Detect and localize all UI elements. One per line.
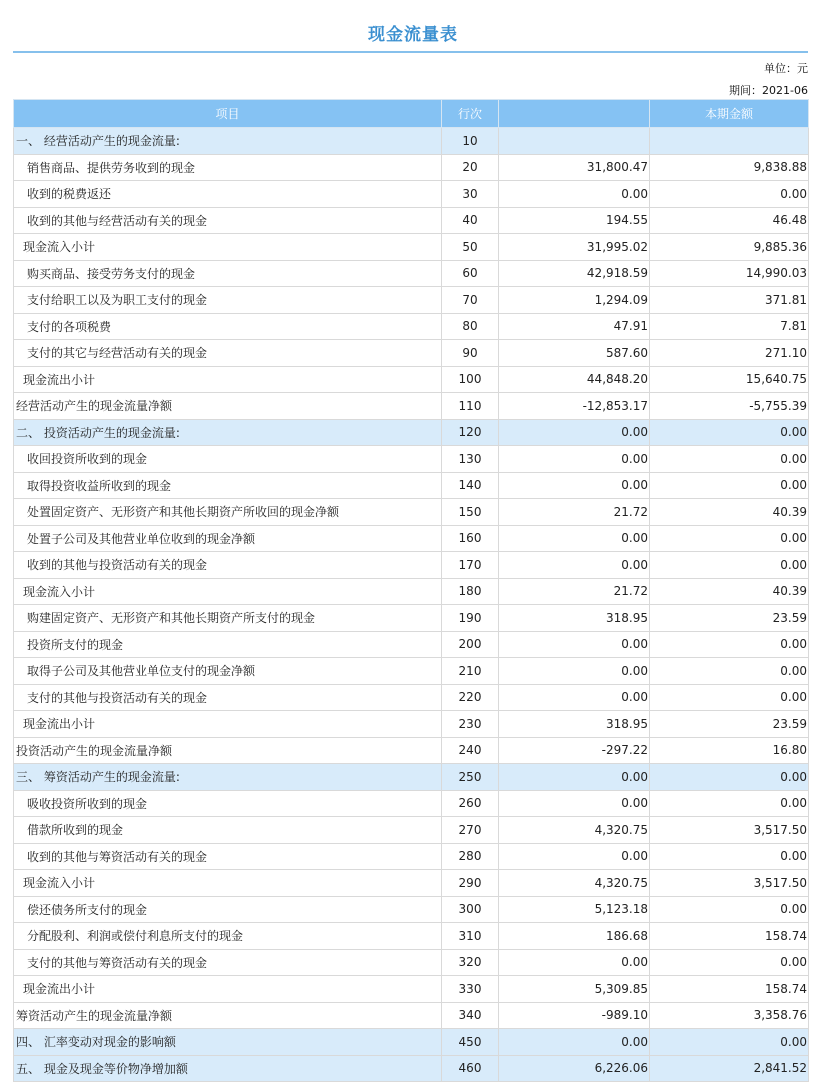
row-item-name: 经营活动产生的现金流量净额 bbox=[14, 393, 442, 420]
row-line-no: 150 bbox=[442, 499, 499, 526]
row-line-no: 230 bbox=[442, 711, 499, 738]
row-item-name: 四、 汇率变动对现金的影响额 bbox=[14, 1029, 442, 1056]
row-current-amount: 40.39 bbox=[650, 578, 809, 605]
row-amount-a: 0.00 bbox=[499, 1029, 650, 1056]
table-row bbox=[14, 923, 809, 950]
row-amount-a: 0.00 bbox=[499, 525, 650, 552]
row-amount-a: 0.00 bbox=[499, 843, 650, 870]
row-amount-a: 44,848.20 bbox=[499, 366, 650, 393]
row-line-no: 90 bbox=[442, 340, 499, 367]
table-row bbox=[14, 525, 809, 552]
table-row bbox=[14, 976, 809, 1003]
row-current-amount: -5,755.39 bbox=[650, 393, 809, 420]
row-current-amount: 0.00 bbox=[650, 181, 809, 208]
row-amount-a: 0.00 bbox=[499, 181, 650, 208]
row-current-amount: 371.81 bbox=[650, 287, 809, 314]
row-line-no: 190 bbox=[442, 605, 499, 632]
table-row bbox=[14, 684, 809, 711]
row-amount-a: 21.72 bbox=[499, 499, 650, 526]
row-line-no: 60 bbox=[442, 260, 499, 287]
row-current-amount: 158.74 bbox=[650, 976, 809, 1003]
row-current-amount: 23.59 bbox=[650, 711, 809, 738]
table-row bbox=[14, 737, 809, 764]
row-item-name: 取得子公司及其他营业单位支付的现金净额 bbox=[14, 658, 442, 685]
row-item-name: 现金流入小计 bbox=[14, 234, 442, 261]
row-amount-a: 0.00 bbox=[499, 684, 650, 711]
row-amount-a: 31,995.02 bbox=[499, 234, 650, 261]
column-header-item: 项目 bbox=[14, 100, 442, 128]
cash-flow-table bbox=[13, 99, 809, 1082]
table-row bbox=[14, 658, 809, 685]
table-row bbox=[14, 1029, 809, 1056]
row-current-amount: 0.00 bbox=[650, 446, 809, 473]
table-row bbox=[14, 419, 809, 446]
row-item-name: 支付的各项税费 bbox=[14, 313, 442, 340]
row-amount-a: 6,226.06 bbox=[499, 1055, 650, 1082]
row-amount-a: 21.72 bbox=[499, 578, 650, 605]
row-line-no: 50 bbox=[442, 234, 499, 261]
table-row bbox=[14, 181, 809, 208]
row-line-no: 20 bbox=[442, 154, 499, 181]
row-item-name: 现金流入小计 bbox=[14, 578, 442, 605]
table-row bbox=[14, 366, 809, 393]
table-row bbox=[14, 790, 809, 817]
row-current-amount: 9,885.36 bbox=[650, 234, 809, 261]
row-current-amount: 0.00 bbox=[650, 631, 809, 658]
row-amount-a: 31,800.47 bbox=[499, 154, 650, 181]
table-row bbox=[14, 340, 809, 367]
row-current-amount: 7.81 bbox=[650, 313, 809, 340]
row-line-no: 140 bbox=[442, 472, 499, 499]
title-divider bbox=[13, 51, 808, 53]
row-item-name: 支付的其它与经营活动有关的现金 bbox=[14, 340, 442, 367]
row-item-name: 处置固定资产、无形资产和其他长期资产所收回的现金净额 bbox=[14, 499, 442, 526]
report-title: 现金流量表 bbox=[368, 25, 458, 45]
row-current-amount: 0.00 bbox=[650, 1029, 809, 1056]
table-row bbox=[14, 711, 809, 738]
column-header-current-amount: 本期金额 bbox=[650, 100, 809, 128]
row-item-name: 现金流出小计 bbox=[14, 976, 442, 1003]
row-line-no: 460 bbox=[442, 1055, 499, 1082]
table-row bbox=[14, 499, 809, 526]
row-item-name: 收到的其他与经营活动有关的现金 bbox=[14, 207, 442, 234]
row-current-amount: 3,358.76 bbox=[650, 1002, 809, 1029]
row-amount-a: 0.00 bbox=[499, 552, 650, 579]
row-line-no: 70 bbox=[442, 287, 499, 314]
row-item-name: 借款所收到的现金 bbox=[14, 817, 442, 844]
row-item-name: 收到的其他与投资活动有关的现金 bbox=[14, 552, 442, 579]
table-header-row bbox=[14, 100, 809, 128]
row-item-name: 收到的其他与筹资活动有关的现金 bbox=[14, 843, 442, 870]
row-line-no: 320 bbox=[442, 949, 499, 976]
row-amount-a: 0.00 bbox=[499, 764, 650, 791]
row-amount-a: 186.68 bbox=[499, 923, 650, 950]
table-row bbox=[14, 207, 809, 234]
row-current-amount: 0.00 bbox=[650, 790, 809, 817]
row-item-name: 三、 筹资活动产生的现金流量: bbox=[14, 764, 442, 791]
table-row bbox=[14, 552, 809, 579]
table-row bbox=[14, 287, 809, 314]
table-row bbox=[14, 631, 809, 658]
row-current-amount: 0.00 bbox=[650, 949, 809, 976]
unit-label: 单位：元 bbox=[764, 62, 808, 75]
row-current-amount: 158.74 bbox=[650, 923, 809, 950]
period-label: 期间：2021-06 bbox=[729, 84, 808, 97]
table-row bbox=[14, 313, 809, 340]
row-item-name: 现金流出小计 bbox=[14, 366, 442, 393]
row-item-name: 支付给职工以及为职工支付的现金 bbox=[14, 287, 442, 314]
row-line-no: 200 bbox=[442, 631, 499, 658]
row-amount-a: 318.95 bbox=[499, 605, 650, 632]
table-row bbox=[14, 896, 809, 923]
row-amount-a: 0.00 bbox=[499, 658, 650, 685]
row-line-no: 180 bbox=[442, 578, 499, 605]
column-header-line-no: 行次 bbox=[442, 100, 499, 128]
row-line-no: 310 bbox=[442, 923, 499, 950]
row-item-name: 支付的其他与筹资活动有关的现金 bbox=[14, 949, 442, 976]
table-row bbox=[14, 764, 809, 791]
table-row bbox=[14, 817, 809, 844]
row-amount-a: 1,294.09 bbox=[499, 287, 650, 314]
table-row bbox=[14, 128, 809, 155]
column-header-amount-a bbox=[499, 100, 650, 128]
row-line-no: 30 bbox=[442, 181, 499, 208]
row-current-amount: 40.39 bbox=[650, 499, 809, 526]
row-item-name: 投资活动产生的现金流量净额 bbox=[14, 737, 442, 764]
row-current-amount: 14,990.03 bbox=[650, 260, 809, 287]
row-amount-a: 47.91 bbox=[499, 313, 650, 340]
row-item-name: 收到的税费返还 bbox=[14, 181, 442, 208]
row-line-no: 80 bbox=[442, 313, 499, 340]
row-current-amount: 46.48 bbox=[650, 207, 809, 234]
row-line-no: 340 bbox=[442, 1002, 499, 1029]
row-line-no: 250 bbox=[442, 764, 499, 791]
row-line-no: 120 bbox=[442, 419, 499, 446]
row-item-name: 支付的其他与投资活动有关的现金 bbox=[14, 684, 442, 711]
row-current-amount: 9,838.88 bbox=[650, 154, 809, 181]
row-amount-a: 5,309.85 bbox=[499, 976, 650, 1003]
row-amount-a bbox=[499, 128, 650, 155]
row-current-amount: 271.10 bbox=[650, 340, 809, 367]
row-item-name: 分配股利、利润或偿付利息所支付的现金 bbox=[14, 923, 442, 950]
row-amount-a: 0.00 bbox=[499, 446, 650, 473]
row-amount-a: -989.10 bbox=[499, 1002, 650, 1029]
row-current-amount: 2,841.52 bbox=[650, 1055, 809, 1082]
row-line-no: 290 bbox=[442, 870, 499, 897]
row-current-amount: 15,640.75 bbox=[650, 366, 809, 393]
row-current-amount: 23.59 bbox=[650, 605, 809, 632]
row-amount-a: 42,918.59 bbox=[499, 260, 650, 287]
row-current-amount: 0.00 bbox=[650, 472, 809, 499]
row-current-amount: 0.00 bbox=[650, 843, 809, 870]
row-amount-a: 0.00 bbox=[499, 790, 650, 817]
row-line-no: 220 bbox=[442, 684, 499, 711]
row-line-no: 240 bbox=[442, 737, 499, 764]
row-current-amount: 16.80 bbox=[650, 737, 809, 764]
table-row bbox=[14, 578, 809, 605]
row-item-name: 五、 现金及现金等价物净增加额 bbox=[14, 1055, 442, 1082]
row-current-amount: 0.00 bbox=[650, 684, 809, 711]
row-line-no: 100 bbox=[442, 366, 499, 393]
row-amount-a: 0.00 bbox=[499, 949, 650, 976]
table-row bbox=[14, 393, 809, 420]
row-amount-a: 194.55 bbox=[499, 207, 650, 234]
row-amount-a: 4,320.75 bbox=[499, 870, 650, 897]
row-item-name: 一、 经营活动产生的现金流量: bbox=[14, 128, 442, 155]
row-line-no: 280 bbox=[442, 843, 499, 870]
row-current-amount bbox=[650, 128, 809, 155]
table-row bbox=[14, 843, 809, 870]
row-line-no: 130 bbox=[442, 446, 499, 473]
row-line-no: 260 bbox=[442, 790, 499, 817]
table-row bbox=[14, 154, 809, 181]
row-current-amount: 0.00 bbox=[650, 658, 809, 685]
row-line-no: 170 bbox=[442, 552, 499, 579]
table-row bbox=[14, 472, 809, 499]
row-item-name: 购建固定资产、无形资产和其他长期资产所支付的现金 bbox=[14, 605, 442, 632]
row-line-no: 110 bbox=[442, 393, 499, 420]
row-line-no: 210 bbox=[442, 658, 499, 685]
row-current-amount: 3,517.50 bbox=[650, 817, 809, 844]
table-row bbox=[14, 446, 809, 473]
row-line-no: 330 bbox=[442, 976, 499, 1003]
row-item-name: 处置子公司及其他营业单位收到的现金净额 bbox=[14, 525, 442, 552]
row-line-no: 450 bbox=[442, 1029, 499, 1056]
row-amount-a: 0.00 bbox=[499, 631, 650, 658]
row-current-amount: 0.00 bbox=[650, 896, 809, 923]
row-amount-a: 0.00 bbox=[499, 419, 650, 446]
row-item-name: 偿还债务所支付的现金 bbox=[14, 896, 442, 923]
row-current-amount: 0.00 bbox=[650, 525, 809, 552]
row-item-name: 销售商品、提供劳务收到的现金 bbox=[14, 154, 442, 181]
table-row bbox=[14, 949, 809, 976]
row-current-amount: 3,517.50 bbox=[650, 870, 809, 897]
row-amount-a: 587.60 bbox=[499, 340, 650, 367]
row-current-amount: 0.00 bbox=[650, 419, 809, 446]
table-row bbox=[14, 870, 809, 897]
row-line-no: 10 bbox=[442, 128, 499, 155]
row-amount-a: 4,320.75 bbox=[499, 817, 650, 844]
row-item-name: 取得投资收益所收到的现金 bbox=[14, 472, 442, 499]
row-item-name: 吸收投资所收到的现金 bbox=[14, 790, 442, 817]
row-item-name: 现金流入小计 bbox=[14, 870, 442, 897]
row-line-no: 40 bbox=[442, 207, 499, 234]
row-amount-a: 318.95 bbox=[499, 711, 650, 738]
row-current-amount: 0.00 bbox=[650, 552, 809, 579]
table-row bbox=[14, 234, 809, 261]
row-item-name: 现金流出小计 bbox=[14, 711, 442, 738]
row-line-no: 270 bbox=[442, 817, 499, 844]
row-item-name: 投资所支付的现金 bbox=[14, 631, 442, 658]
table-row bbox=[14, 1002, 809, 1029]
row-line-no: 300 bbox=[442, 896, 499, 923]
row-amount-a: 0.00 bbox=[499, 472, 650, 499]
table-row bbox=[14, 260, 809, 287]
row-amount-a: -297.22 bbox=[499, 737, 650, 764]
row-item-name: 购买商品、接受劳务支付的现金 bbox=[14, 260, 442, 287]
row-amount-a: 5,123.18 bbox=[499, 896, 650, 923]
row-item-name: 筹资活动产生的现金流量净额 bbox=[14, 1002, 442, 1029]
table-row bbox=[14, 605, 809, 632]
row-item-name: 二、 投资活动产生的现金流量: bbox=[14, 419, 442, 446]
row-amount-a: -12,853.17 bbox=[499, 393, 650, 420]
row-line-no: 160 bbox=[442, 525, 499, 552]
row-current-amount: 0.00 bbox=[650, 764, 809, 791]
row-item-name: 收回投资所收到的现金 bbox=[14, 446, 442, 473]
